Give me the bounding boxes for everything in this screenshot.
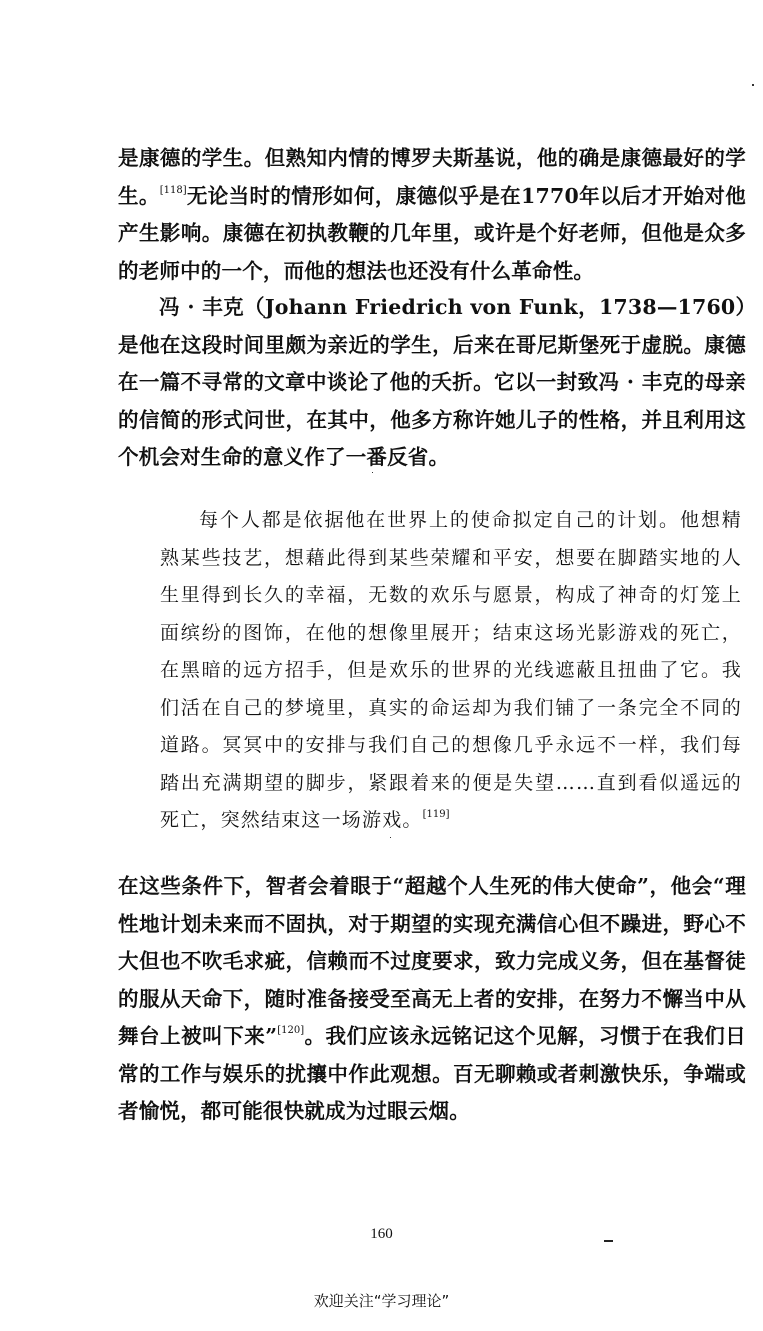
- scan-speck: [372, 472, 373, 473]
- page-number: 160: [370, 1226, 393, 1242]
- paragraph-3-text-b: 。我们应该永远铭记这个见解，习惯于在我们日常的工作与娱乐的扰攘中作此观想。百无聊赖或者刺激快乐，争端或者愉悦，都可能很快就成为过眼云烟。: [118, 1024, 746, 1123]
- footnote-ref-118: [118]: [159, 184, 187, 196]
- scan-speck: [390, 837, 391, 838]
- block-quote: [160, 502, 742, 840]
- paragraph-1: [118, 140, 746, 290]
- footer-note: 欢迎关注“学习理论”: [313, 1292, 450, 1310]
- block-quote-text: 每个人都是依据他在世界上的使命拟定自己的计划。他想精熟某些技艺，想藉此得到某些荣耀和平安，想要在脚踏实地的人生里得到长久的幸福，无数的欢乐与愿景，构成了神奇的灯笼上面缤纷的图饰，在他的想像里展开；结束这场光影游戏的死亡，在黑暗的远方招手，但是欢乐的世界的光线遮蔽且扭曲了它。我们活在自己的梦境里，真实的命运却为我们铺了一条完全不同的道路。冥冥中的安排与我们自己的想像几乎永远不一样，我们每踏出充满期望的脚步，紧跟着来的便是失望……直到看似遥远的死亡，突然结束这一场游戏。: [160, 509, 742, 831]
- paragraph-3: [118, 868, 746, 1131]
- footnote-ref-119: [119]: [422, 809, 450, 820]
- paragraph-3-text-a: 在这些条件下，智者会着眼于“超越个人生死的伟大使命”，他会“理性地计划未来而不固执，对于期望的实现充满信心但不躁进，野心不大但也不吹毛求疵，信赖而不过度要求，致力完成义务，但在基督徒的服从天命下，随时准备接受至高无上者的安排，在努力不懈当中从舞台上被叫下来”: [118, 874, 746, 1048]
- paragraph-1-text-b: 无论当时的情形如何，康德似乎是在1770年以后才开始对他产生影响。康德在初执教鞭的几年里，或许是个好老师，但他是众多的老师中的一个，而他的想法也还没有什么革命性。: [118, 183, 746, 283]
- paragraph-2: 冯 · 丰克（Johann Friedrich von Funk，1738—1760）是他在这段时间里颇为亲近的学生，后来在哥尼斯堡死于虚脱。康德在一篇不寻常的文章中谈论了他的夭折。它以一封致冯 · 丰克的母亲的信简的形式问世，在其中，他多方称许她儿子的性格，并且利用这个机会对生命的意义作了一番反省。: [118, 295, 746, 469]
- paragraph-1-text-a: 是康德的学生。但熟知内情的博罗夫斯基说，他的确是康德最好的学生。: [118, 146, 746, 208]
- scan-speck: [752, 84, 754, 86]
- scan-mark: [604, 1240, 613, 1242]
- footnote-ref-120: [120]: [277, 1025, 305, 1036]
